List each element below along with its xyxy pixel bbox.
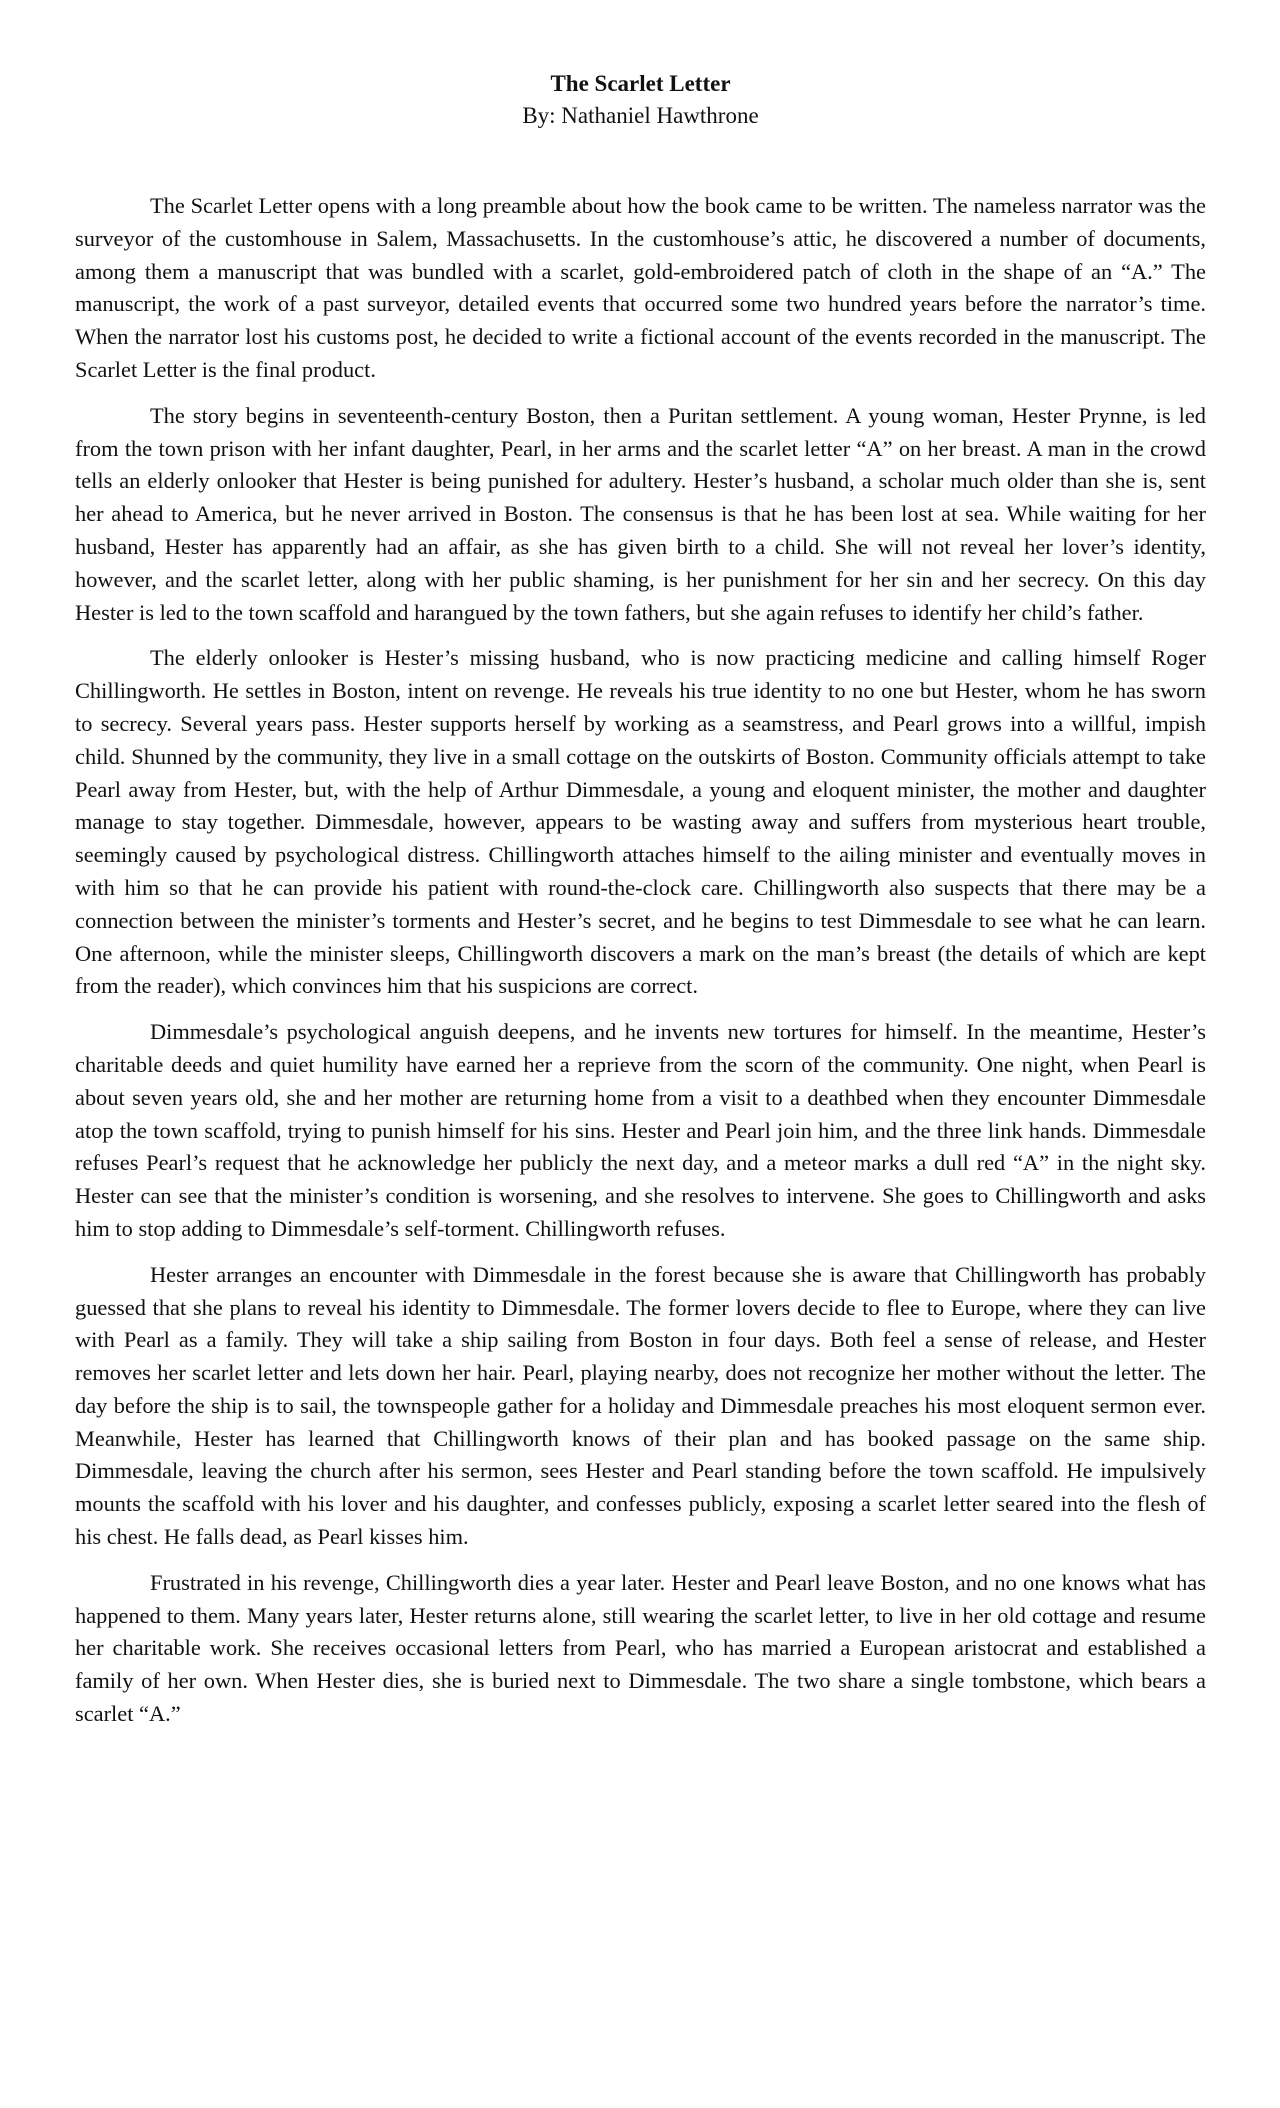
paragraph-2: The story begins in seventeenth-century Boston, then a Puritan settlement. A young woman, Hester Prynne, is led from the town prison with her infant daughter, Pearl, in her arms and the scarlet letter “A” on her breast. A man in the crowd tells an elderly onlooker that Hester is being punished for adultery. Hester’s husband, a scholar much older than she is, sent her ahead to America, but he never arrived in Boston. The consensus is that he has been lost at sea. While waiting for her husband, Hester has apparently had an affair, as she has given birth to a child. She will not reveal her lover’s identity, however, and the scarlet letter, along with her public shaming, is her punishment for her sin and her secrecy. On this day Hester is led to the town scaffold and harangued by the town fathers, but she again refuses to identify her child’s father.: [75, 402, 1206, 625]
document-title: The Scarlet Letter: [550, 71, 731, 96]
paragraph-4: Dimmesdale’s psychological anguish deepens, and he invents new tortures for himself. In the meantime, Hester’s charitable deeds and quiet humility have earned her a reprieve from the scorn of the community. One night, when Pearl is about seven years old, she and her mother are returning home from a visit to a deathbed when they encounter Dimmesdale atop the town scaffold, trying to punish himself for his sins. Hester and Pearl join him, and the three link hands. Dimmesdale refuses Pearl’s request that he acknowledge her publicly the next day, and a meteor marks a dull red “A” in the night sky. Hester can see that the minister’s condition is worsening, and she resolves to intervene. She goes to Chillingworth and asks him to stop adding to Dimmesdale’s self-torment. Chillingworth refuses.: [75, 1019, 1206, 1241]
paragraph-5: Hester arranges an encounter with Dimmesdale in the forest because she is aware that Chillingworth has probably guessed that she plans to reveal his identity to Dimmesdale. The former lovers decide to flee to Europe, where they can live with Pearl as a family. They will take a ship sailing from Boston in four days. Both feel a sense of release, and Hester removes her scarlet letter and lets down her hair. Pearl, playing nearby, does not recognize her mother without the letter. The day before the ship is to sail, the townspeople gather for a holiday and Dimmesdale preaches his most eloquent sermon ever. Meanwhile, Hester has learned that Chillingworth knows of their plan and has booked passage on the same ship. Dimmesdale, leaving the church after his sermon, sees Hester and Pearl standing before the town scaffold. He impulsively mounts the scaffold with his lover and his daughter, and confesses publicly, exposing a scarlet letter seared into the flesh of his chest. He falls dead, as Pearl kisses him.: [75, 1261, 1206, 1550]
document-page: [75, 68, 1206, 1744]
paragraph-3: The elderly onlooker is Hester’s missing husband, who is now practicing medicine and calling himself Roger Chillingworth. He settles in Boston, intent on revenge. He reveals his true identity to no one but Hester, whom he has sworn to secrecy. Several years pass. Hester supports herself by working as a seamstress, and Pearl grows into a willful, impish child. Shunned by the community, they live in a small cottage on the outskirts of Boston. Community officials attempt to take Pearl away from Hester, but, with the help of Arthur Dimmesdale, a young and eloquent minister, the mother and daughter manage to stay together. Dimmesdale, however, appears to be wasting away and suffers from mysterious heart trouble, seemingly caused by psychological distress. Chillingworth attaches himself to the ailing minister and eventually moves in with him so that he can provide his patient with round-the-clock care. Chillingworth also suspects that there may be a connection between the minister’s torments and Hester’s secret, and he begins to test Dimmesdale to see what he can learn. One afternoon, while the minister sleeps, Chillingworth discovers a mark on the man’s breast (the details of which are kept from the reader), which convinces him that his suspicions are correct.: [75, 645, 1206, 999]
paragraph-6: Frustrated in his revenge, Chillingworth dies a year later. Hester and Pearl leave Boston, and no one knows what has happened to them. Many years later, Hester returns alone, still wearing the scarlet letter, to live in her old cottage and resume her charitable work. She receives occasional letters from Pearl, who has married a European aristocrat and established a family of her own. When Hester dies, she is buried next to Dimmesdale. The two share a single tombstone, which bears a scarlet “A.”: [75, 1569, 1206, 1727]
document-header: [75, 68, 1206, 132]
document-author: By: Nathaniel Hawthrone: [522, 103, 759, 128]
paragraph-1: The Scarlet Letter opens with a long preamble about how the book came to be written. The nameless narrator was the surveyor of the customhouse in Salem, Massachusetts. In the customhouse’s attic, he discovered a number of documents, among them a manuscript that was bundled with a scarlet, gold-embroidered patch of cloth in the shape of an “A.” The manuscript, the work of a past surveyor, detailed events that occurred some two hundred years before the narrator’s time. When the narrator lost his customs post, he decided to write a fictional account of the events recorded in the manuscript. The Scarlet Letter is the final product.: [75, 193, 1206, 382]
document-body: [75, 190, 1206, 1731]
